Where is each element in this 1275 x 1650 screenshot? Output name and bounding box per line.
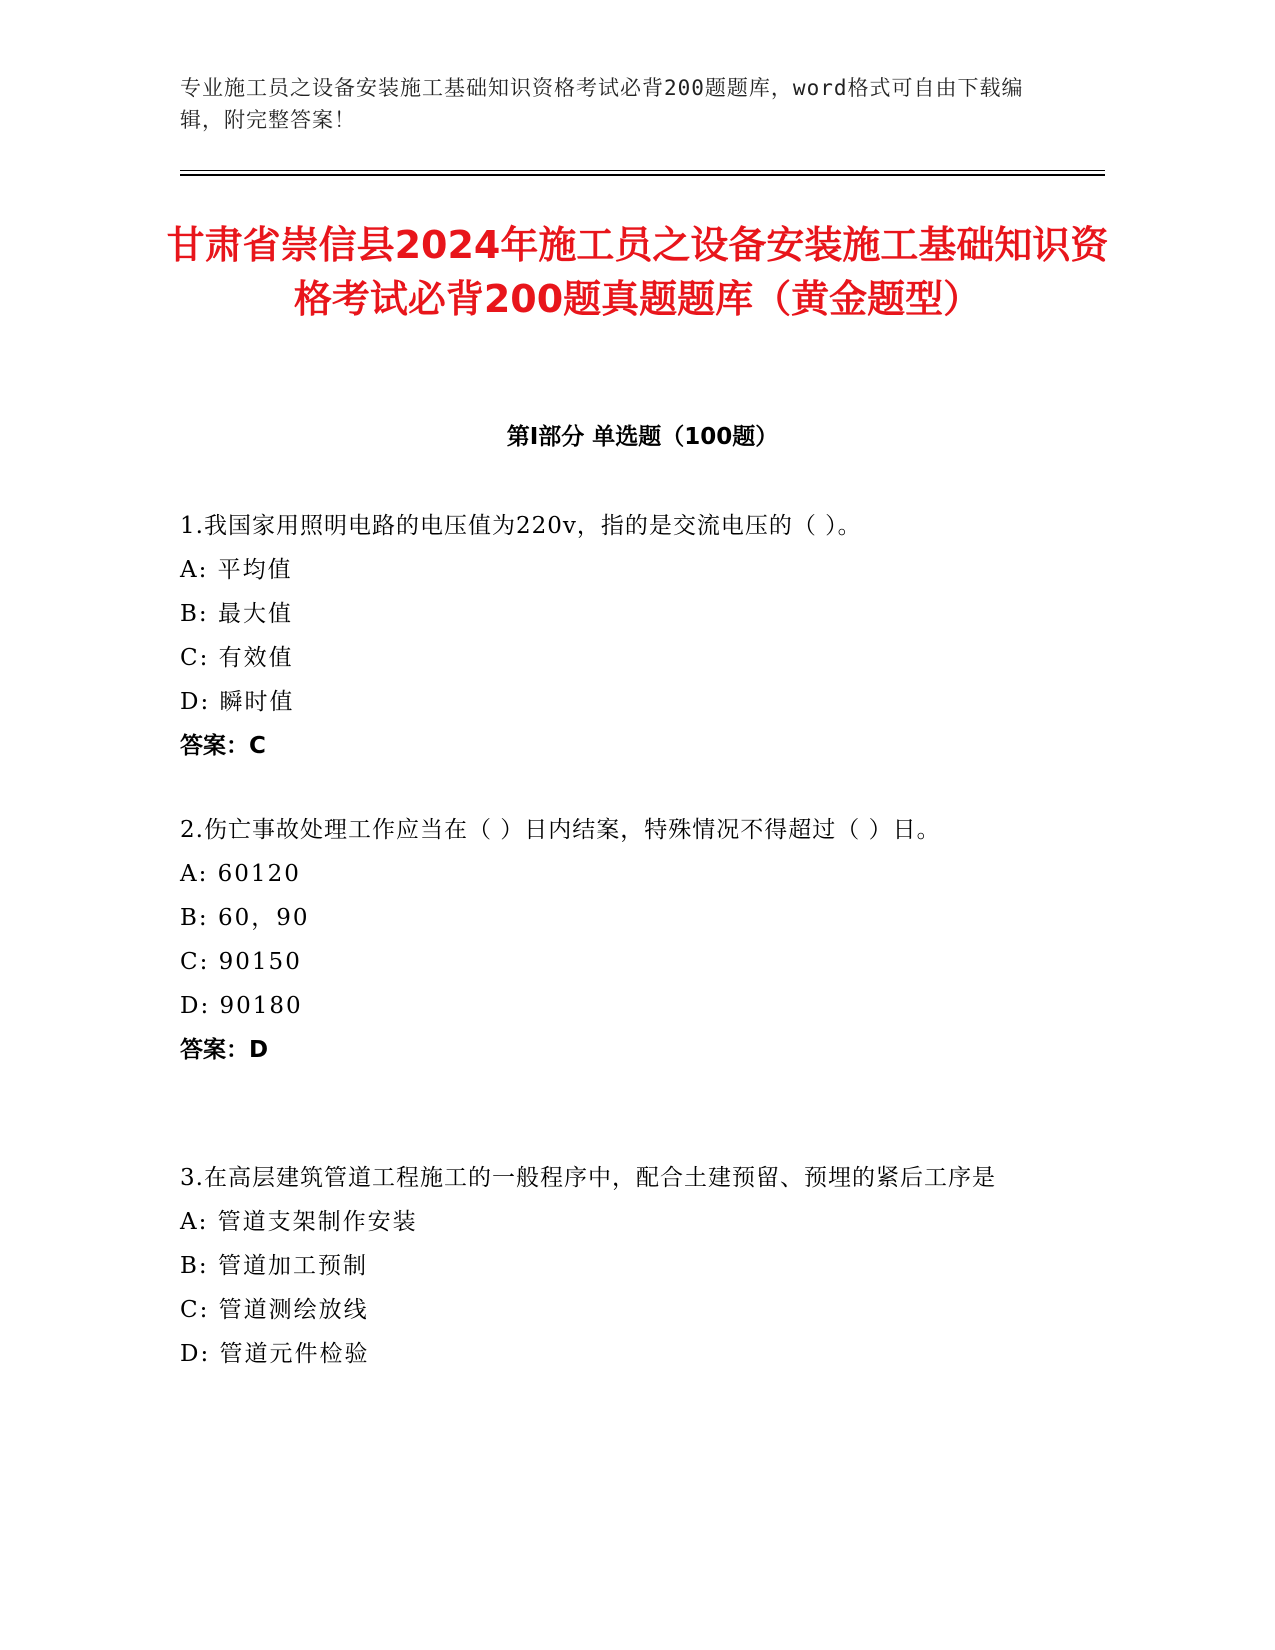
header-note: 专业施工员之设备安装施工基础知识资格考试必背200题题库，word格式可自由下载编辑，附完整答案！	[180, 76, 1024, 132]
option-d: D: 管道元件检验	[180, 1341, 370, 1367]
document-title: 甘肃省崇信县2024年施工员之设备安装施工基础知识资格考试必背200题真题题库（黄金题型）	[166, 223, 1109, 321]
option-a: A: 60120	[180, 861, 301, 887]
question-2	[180, 808, 1020, 1072]
option-b: B: 60，90	[180, 905, 310, 931]
section-title: 第Ⅰ部分 单选题（100题）	[506, 424, 779, 450]
question-stem: 3.在高层建筑管道工程施工的一般程序中，配合土建预留、预埋的紧后工序是	[180, 1165, 996, 1191]
question-3	[180, 1156, 1020, 1376]
answer: 答案：C	[180, 733, 266, 759]
option-a: A: 平均值	[180, 557, 293, 583]
option-b: B: 最大值	[180, 601, 293, 627]
option-a: A: 管道支架制作安装	[180, 1209, 418, 1235]
option-b: B: 管道加工预制	[180, 1253, 368, 1279]
option-c: C: 有效值	[180, 645, 294, 671]
answer: 答案：D	[180, 1037, 269, 1063]
question-1	[180, 504, 1020, 768]
option-d: D: 瞬时值	[180, 689, 295, 715]
option-c: C: 90150	[180, 949, 302, 975]
question-stem: 2.伤亡事故处理工作应当在（ ）日内结案，特殊情况不得超过（ ）日。	[180, 817, 941, 843]
question-stem: 1.我国家用照明电路的电压值为220v，指的是交流电压的（ ）。	[180, 513, 862, 539]
header-divider-thin	[180, 170, 1105, 171]
option-d: D: 90180	[180, 993, 303, 1019]
option-c: C: 管道测绘放线	[180, 1297, 369, 1323]
header-divider-thick	[180, 174, 1105, 176]
